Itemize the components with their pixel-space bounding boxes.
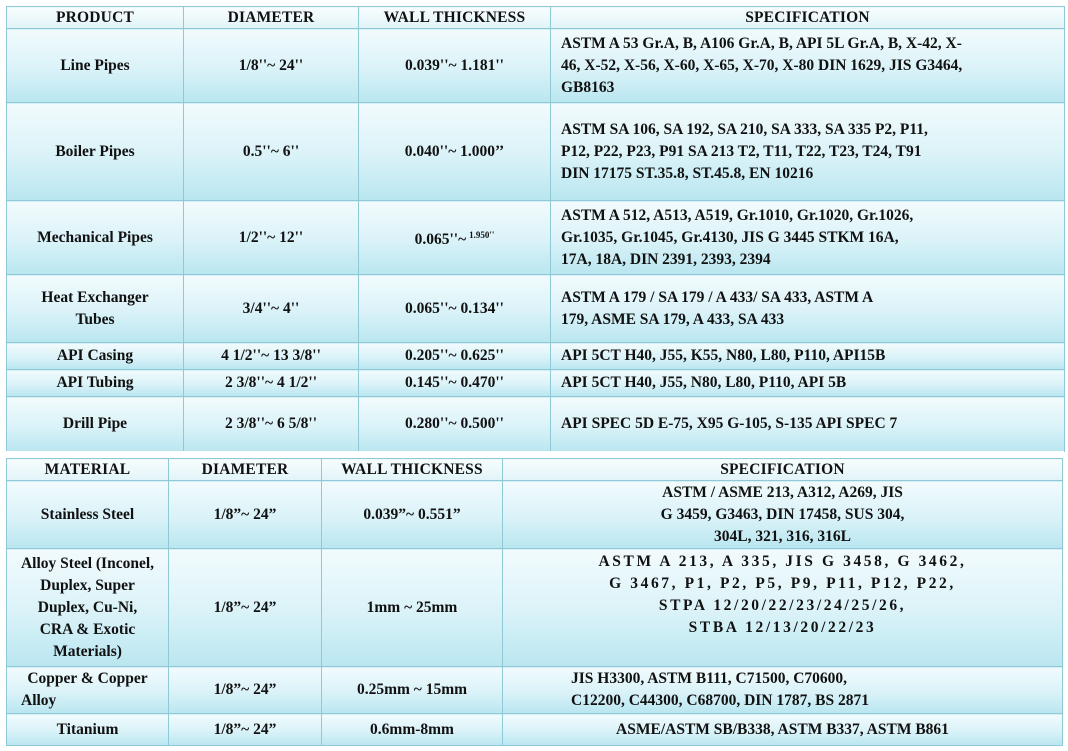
spec-line: Gr.1035, Gr.1045, Gr.4130, JIS G 3445 STKM 16A,: [561, 228, 899, 246]
spec-line: P12, P22, P23, P91 SA 213 T2, T11, T22, T23, T24, T91: [561, 142, 922, 160]
spec-line: ASTM / ASME 213, A312, A269, JIS: [662, 483, 903, 501]
header-wall-thickness: WALL THICKNESS: [359, 7, 551, 29]
wall-thickness-cell: 1mm ~ 25mm: [322, 549, 503, 667]
product-name: Drill Pipe: [7, 397, 184, 452]
table-row: [7, 549, 1063, 667]
specification-cell: [551, 103, 1065, 201]
header-specification: SPECIFICATION: [503, 459, 1063, 481]
spec-line: 304L, 321, 316, 316L: [714, 527, 851, 545]
product-name: Mechanical Pipes: [7, 201, 184, 275]
material-name-line: Alloy: [21, 692, 57, 709]
product-name: API Casing: [7, 343, 184, 370]
product-name: Boiler Pipes: [7, 103, 184, 201]
table-row: [7, 714, 1063, 746]
product-name-line: Tubes: [75, 310, 115, 328]
spec-line: GB8163: [561, 78, 615, 96]
specification-cell: [503, 549, 1063, 667]
diameter-cell: 1/8''~ 24'': [184, 29, 359, 103]
diameter-cell: 2 3/8''~ 6 5/8'': [184, 397, 359, 452]
spec-line: DIN 17175 ST.35.8, ST.45.8, EN 10216: [561, 164, 814, 182]
table-divider: [6, 451, 1064, 457]
table-row: [7, 397, 1065, 452]
wall-thickness-cell: 0.040''~ 1.000’’: [359, 103, 551, 201]
diameter-cell: 1/8”~ 24”: [169, 549, 322, 667]
diameter-cell: 1/8”~ 24”: [169, 714, 322, 746]
wall-thickness-cell: 0.205''~ 0.625'': [359, 343, 551, 370]
header-product: PRODUCT: [7, 7, 184, 29]
spec-line: 179, ASME SA 179, A 433, SA 433: [561, 310, 785, 328]
wall-thickness-main: 0.065''~: [414, 231, 467, 248]
wall-thickness-cell: 0.25mm ~ 15mm: [322, 667, 503, 714]
specification-cell: [503, 481, 1063, 549]
spec-line: ASTM SA 106, SA 192, SA 210, SA 333, SA 335 P2, P11,: [561, 120, 928, 138]
table-header-row: [7, 459, 1063, 481]
table-row: [7, 667, 1063, 714]
spec-line: C12200, C44300, C68700, DIN 1787, BS 2871: [571, 692, 869, 709]
diameter-cell: 1/8”~ 24”: [169, 667, 322, 714]
material-table: [6, 458, 1063, 746]
wall-thickness-cell: 0.6mm-8mm: [322, 714, 503, 746]
material-name: [7, 667, 169, 714]
product-table: [6, 6, 1065, 452]
table-row: [7, 275, 1065, 343]
spec-line: ASTM A 179 / SA 179 / A 433/ SA 433, ASTM A: [561, 288, 874, 306]
specification-cell: [551, 29, 1065, 103]
material-name-line: Duplex, Cu-Ni,: [37, 598, 138, 616]
table-header-row: [7, 7, 1065, 29]
wall-thickness-cell: 0.065''~ 0.134'': [359, 275, 551, 343]
diameter-cell: 2 3/8''~ 4 1/2'': [184, 370, 359, 397]
wall-thickness-cell: 0.039”~ 0.551”: [322, 481, 503, 549]
specification-cell: [551, 201, 1065, 275]
wall-thickness-cell: 0.280''~ 0.500'': [359, 397, 551, 452]
material-name-line: Alloy Steel (Inconel,: [20, 554, 155, 572]
material-name: [7, 549, 169, 667]
table-row: [7, 370, 1065, 397]
spec-line: 46, X-52, X-56, X-60, X-65, X-70, X-80 DIN 1629, JIS G3464,: [561, 56, 963, 74]
wall-thickness-cell: [359, 201, 551, 275]
spec-line: STPA 12/20/22/23/24/25/26,: [658, 597, 907, 614]
specification-cell: [551, 275, 1065, 343]
material-name-line: Materials): [53, 642, 122, 660]
diameter-cell: 1/8”~ 24”: [169, 481, 322, 549]
spec-line: ASTM A 53 Gr.A, B, A106 Gr.A, B, API 5L Gr.A, B, X-42, X-: [561, 34, 962, 52]
specification-cell: API 5CT H40, J55, N80, L80, P110, API 5B: [551, 370, 1065, 397]
specification-cell: API SPEC 5D E-75, X95 G-105, S-135 API SPEC 7: [551, 397, 1065, 452]
header-specification: SPECIFICATION: [551, 7, 1065, 29]
material-name: Stainless Steel: [7, 481, 169, 549]
spec-line: 17A, 18A, DIN 2391, 2393, 2394: [561, 250, 771, 268]
table-row: [7, 29, 1065, 103]
specification-cell: API 5CT H40, J55, K55, N80, L80, P110, API15B: [551, 343, 1065, 370]
wall-thickness-cell: 0.039''~ 1.181'': [359, 29, 551, 103]
diameter-cell: 1/2''~ 12'': [184, 201, 359, 275]
spec-line: JIS H3300, ASTM B111, C71500, C70600,: [571, 670, 848, 687]
material-name: Titanium: [7, 714, 169, 746]
specification-cell: [503, 667, 1063, 714]
table-row: [7, 103, 1065, 201]
material-name-line: CRA & Exotic: [39, 620, 136, 638]
table-row: [7, 343, 1065, 370]
header-wall-thickness: WALL THICKNESS: [322, 459, 503, 481]
header-diameter: DIAMETER: [184, 7, 359, 29]
spec-line: G 3467, P1, P2, P5, P9, P11, P12, P22,: [609, 575, 956, 592]
product-name: [7, 275, 184, 343]
header-diameter: DIAMETER: [169, 459, 322, 481]
wall-thickness-cell: 0.145''~ 0.470'': [359, 370, 551, 397]
specification-cell: ASME/ASTM SB/B338, ASTM B337, ASTM B861: [503, 714, 1063, 746]
spec-line: STBA 12/13/20/22/23: [688, 619, 877, 636]
material-name-line: Copper & Copper: [27, 670, 148, 687]
diameter-cell: 3/4''~ 4'': [184, 275, 359, 343]
table-row: [7, 481, 1063, 549]
wall-thickness-small: 1.950'': [469, 230, 495, 240]
header-material: MATERIAL: [7, 459, 169, 481]
product-name: API Tubing: [7, 370, 184, 397]
product-name: Line Pipes: [7, 29, 184, 103]
spec-line: ASTM A 213, A 335, JIS G 3458, G 3462,: [598, 553, 967, 570]
spec-line: G 3459, G3463, DIN 17458, SUS 304,: [660, 505, 905, 523]
diameter-cell: 0.5''~ 6'': [184, 103, 359, 201]
product-name-line: Heat Exchanger: [41, 288, 149, 306]
diameter-cell: 4 1/2''~ 13 3/8'': [184, 343, 359, 370]
material-name-line: Duplex, Super: [40, 576, 135, 594]
spec-line: ASTM A 512, A513, A519, Gr.1010, Gr.1020, Gr.1026,: [561, 206, 914, 224]
table-row: [7, 201, 1065, 275]
